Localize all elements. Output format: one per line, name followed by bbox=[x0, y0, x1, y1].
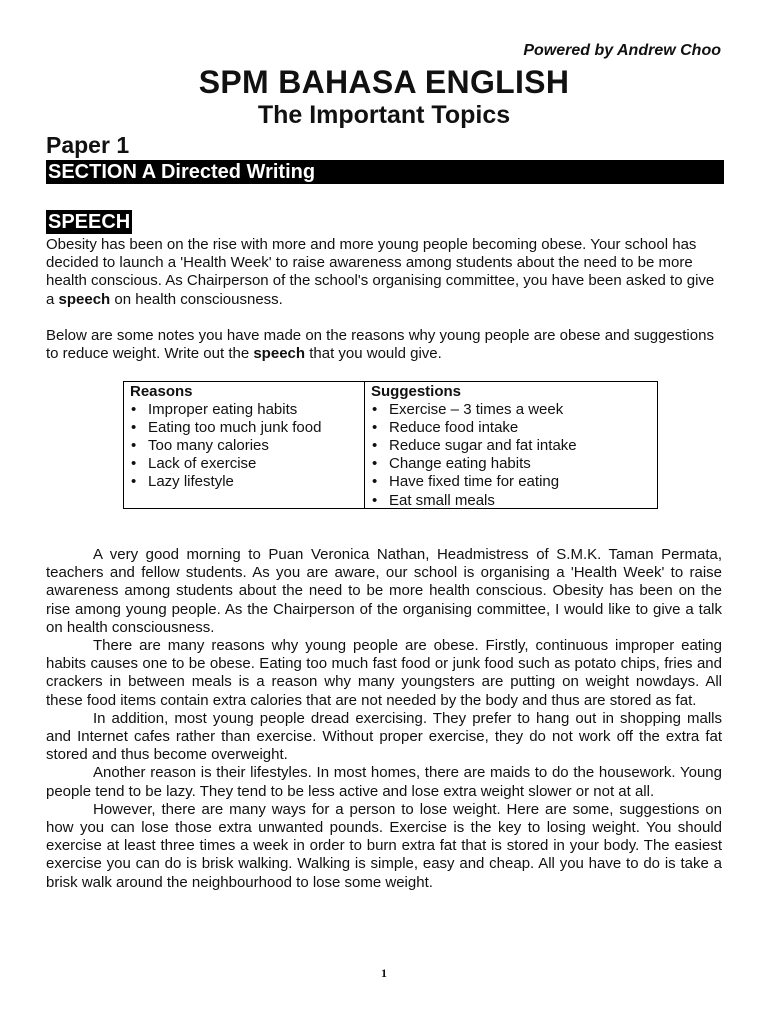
notes-intro-text: Below are some notes you have made on the reasons why young people are obese and suggestions to reduce weight. Write out the bbox=[46, 327, 714, 363]
notes-intro-text-end: that you would give. bbox=[305, 345, 442, 363]
document-subtitle: The Important Topics bbox=[257, 101, 511, 129]
task-notes-paragraph bbox=[46, 327, 726, 363]
speech-label: SPEECH bbox=[48, 211, 131, 233]
speech-paragraph: However, there are many ways for a person to lose weight. Here are some, suggestions on how you can lose those extra unwanted pounds. Exercise is the key to losing weight. You should exercise at least three times a week in order to burn extra fat that is stored in your body. The easiest exercise you can do is brisk walking. Walking is simple, easy and cheap. All you have to do is take a brisk walk around the neighbourhood to lose some weight. bbox=[46, 800, 722, 891]
page-number: 1 bbox=[381, 966, 387, 980]
reason-item: • Eating too much junk food bbox=[130, 419, 358, 437]
suggestion-item: • Eat small meals bbox=[371, 492, 651, 510]
speech-paragraph: A very good morning to Puan Veronica Nathan, Headmistress of S.M.K. Taman Permata, teachers and fellow students. As you are aware, our school is organising a 'Health Week' to raise awareness among students about the need to be more health conscious. Obesity has been on the rise among young people. As the Chairperson of the organising committee, I would like to give a talk on health consciousness. bbox=[46, 546, 722, 636]
intro-text: Obesity has been on the rise with more and more young people becoming obese. Your school has decided to launch a 'Health Week' to raise awareness among students about the need to be more health conscious. As Chairperson of the school's organising committee, you have been asked to give a bbox=[46, 236, 715, 308]
reasons-list bbox=[130, 401, 358, 491]
notes-table bbox=[123, 381, 658, 509]
suggestions-header: Suggestions bbox=[371, 383, 462, 400]
section-heading-bar: SECTION A Directed Writing bbox=[46, 160, 724, 184]
powered-by-credit: Powered by Andrew Choo bbox=[523, 42, 721, 59]
suggestion-item: • Change eating habits bbox=[371, 455, 651, 473]
speech-paragraph: There are many reasons why young people are obese. Firstly, continuous improper eating habits causes one to be obese. Eating too much fast food or junk food such as potato chips, fries and crackers in between meals is a reason why many youngsters are putting on weight nowdays. All these food items contain extra calories that are not needed by the body and thus are stored as fat. bbox=[46, 637, 722, 709]
reason-item: • Lack of exercise bbox=[130, 455, 358, 473]
reasons-column bbox=[124, 382, 365, 508]
task-intro-paragraph bbox=[46, 236, 726, 309]
speech-paragraph: Another reason is their lifestyles. In most homes, there are maids to do the housework. Young people tend to be lazy. They tend to be less active and lose extra weight slower or not at all. bbox=[46, 764, 722, 800]
reason-item: • Too many calories bbox=[130, 437, 358, 455]
reason-item: • Lazy lifestyle bbox=[130, 473, 358, 491]
reason-item: • Improper eating habits bbox=[130, 401, 358, 419]
suggestion-item: • Have fixed time for eating bbox=[371, 473, 651, 491]
intro-text-end: on health consciousness. bbox=[110, 290, 283, 308]
suggestions-column bbox=[365, 382, 657, 508]
suggestions-list bbox=[371, 401, 651, 510]
reasons-header: Reasons bbox=[130, 383, 193, 400]
suggestion-item: • Exercise – 3 times a week bbox=[371, 401, 651, 419]
speech-paragraph: In addition, most young people dread exercising. They prefer to hang out in shopping malls and Internet cafes rather than exercise. Without proper exercise, they do not work off the extra fat stored and thus become overweight. bbox=[46, 709, 722, 764]
intro-emphasis: speech bbox=[58, 290, 111, 308]
speech-body bbox=[46, 546, 722, 892]
suggestion-item: • Reduce food intake bbox=[371, 419, 651, 437]
suggestion-item: • Reduce sugar and fat intake bbox=[371, 437, 651, 455]
notes-intro-emphasis: speech bbox=[253, 345, 306, 363]
document-title: SPM BAHASA ENGLISH bbox=[198, 64, 570, 100]
paper-heading: Paper 1 bbox=[46, 132, 130, 158]
